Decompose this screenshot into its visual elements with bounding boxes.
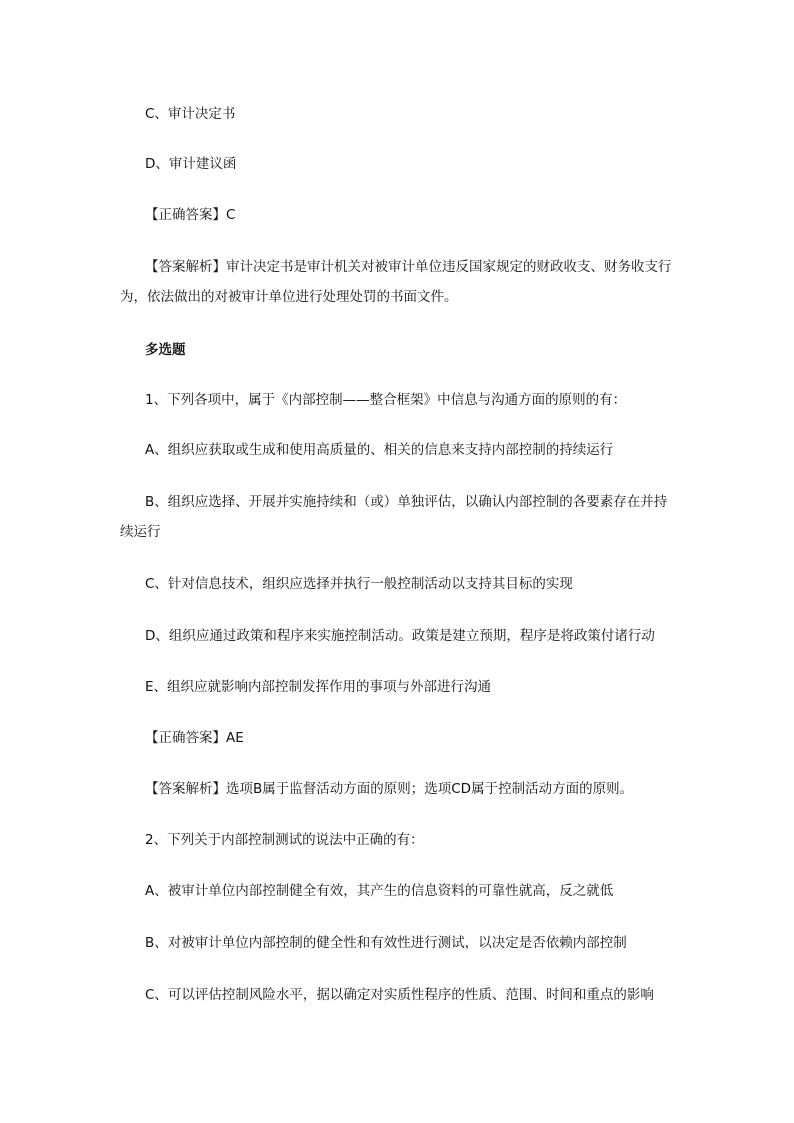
answer-explanation-q0: 【答案解析】审计决定书是审计机关对被审计单位违反国家规定的财政收支、财务收支行为，依法做出的对被审计单位进行处理处罚的书面文件。 (120, 259, 672, 305)
option-d-q0: D、审计建议函 (145, 156, 237, 172)
option-b-q1: B、组织应选择、开展并实施持续和（或）单独评估，以确认内部控制的各要素存在并持续运行 (120, 494, 668, 540)
correct-answer-q0: 【正确答案】C (145, 207, 236, 223)
option-e-q1: E、组织应就影响内部控制发挥作用的事项与外部进行沟通 (145, 679, 492, 695)
question-1: 1、下列各项中，属于《内部控制——整合框架》中信息与沟通方面的原则的有： (145, 392, 627, 408)
section-heading-multiple-choice: 多选题 (145, 342, 186, 358)
option-a-q1: A、组织应获取或生成和使用高质量的、相关的信息来支持内部控制的持续运行 (145, 442, 614, 458)
option-d-q1: D、组织应通过政策和程序来实施控制活动。政策是建立预期，程序是将政策付诸行动 (145, 628, 655, 644)
answer-explanation-q1: 【答案解析】选项B属于监督活动方面的原则；选项CD属于控制活动方面的原则。 (145, 781, 634, 797)
option-c-q1: C、针对信息技术，组织应选择并执行一般控制活动以支持其目标的实现 (145, 576, 573, 592)
option-c-q2: C、可以评估控制风险水平，据以确定对实质性程序的性质、范围、时间和重点的影响 (145, 987, 654, 1003)
option-b-q2: B、对被审计单位内部控制的健全性和有效性进行测试，以决定是否依赖内部控制 (145, 935, 627, 951)
option-a-q2: A、被审计单位内部控制健全有效，其产生的信息资料的可靠性就高，反之就低 (145, 883, 614, 899)
correct-answer-q1: 【正确答案】AE (145, 730, 244, 746)
option-c-q0: C、审计决定书 (145, 106, 236, 122)
question-2: 2、下列关于内部控制测试的说法中正确的有： (145, 832, 424, 848)
